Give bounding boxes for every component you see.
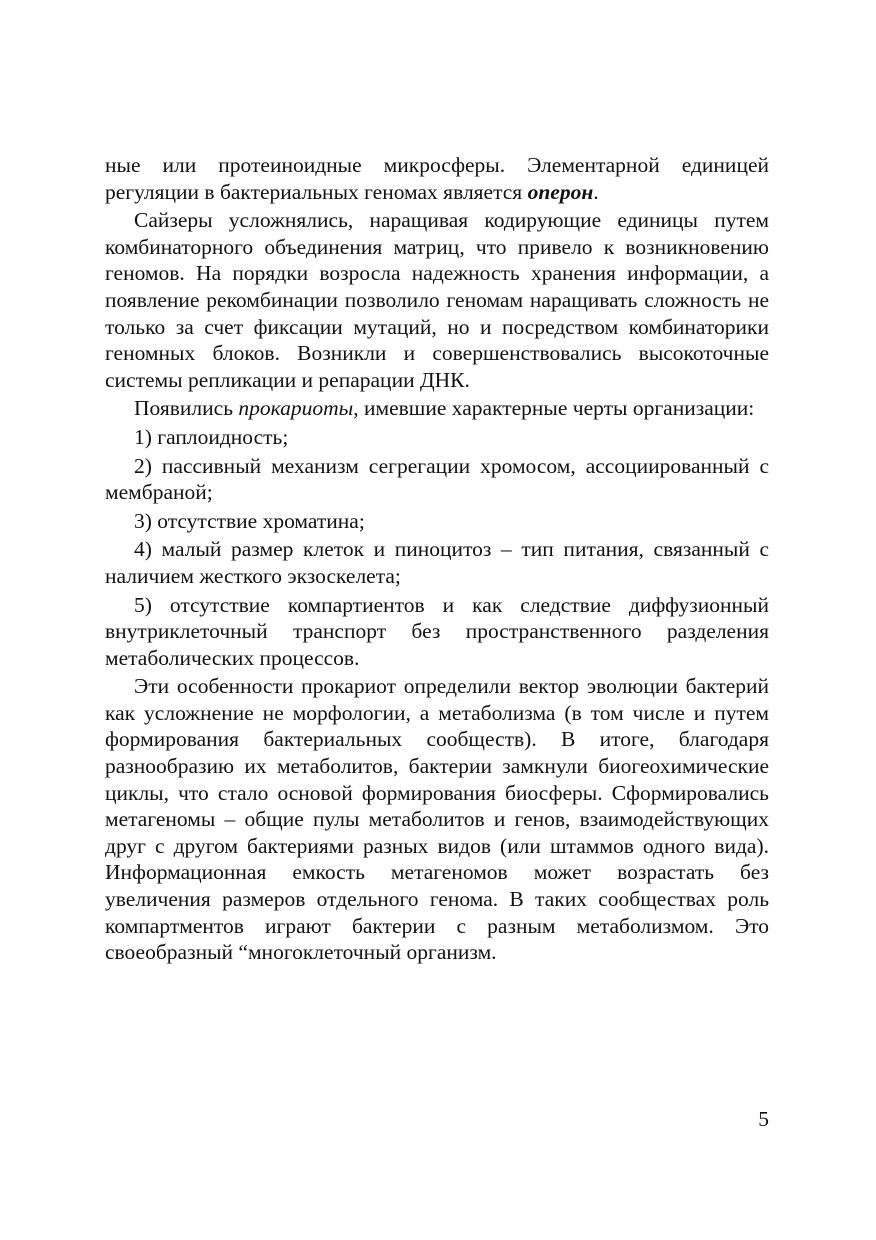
paragraph-operon-end: . — [593, 179, 599, 204]
list-item-chromatin: 3) отсутствие хроматина; — [134, 508, 365, 533]
page-number: 5 — [758, 1107, 769, 1131]
list-item-segregation: 2) пассивный механизм сегрегации хромосом, ассоциированный с мембраной; — [105, 453, 769, 505]
term-prokaryotes: прокариоты — [238, 396, 354, 421]
list-item-compartments: 5) отсутствие компартиентов и как следствие диффузионный внутриклеточный транспорт без пространственного разделения метаболических процессов. — [105, 592, 769, 670]
list-item-haploidy: 1) гаплоидность; — [134, 424, 289, 449]
paragraph-operon-text: ные или протеиноидные микросферы. Элементарной единицей регуляции в бактериальных геномах является — [105, 153, 769, 204]
term-operon: оперон — [527, 179, 594, 204]
paragraph-operon — [105, 152, 769, 205]
page-body — [105, 152, 769, 968]
paragraph-prokaryotes — [105, 395, 769, 422]
list-item-cell-size: 4) малый размер клеток и пиноцитоз – тип питания, связанный с наличием жесткого экзоскелета; — [105, 537, 769, 588]
paragraph-metagenomes: Эти особенности прокариот определили вектор эволюции бактерий как усложнение не морфологии, а метаболизма (в том числе и путем формирования бактериальных сообществ). В итоге, благодаря разнообразию их метаболитов, бактерии замкнули биогеохимические циклы, что стало основой формирования биосферы. Сформировались метагеномы – общие пулы метаболитов и генов, взаимодействующих друг с другом бактериями разных видов (или штаммов одного вида). Информационная емкость метагеномов может возрастать без увеличения размеров отдельного генома. В таких сообществах роль компартментов играют бактерии с разным метаболизмом. Это своеобразный “многоклеточный организм. — [105, 674, 769, 965]
paragraph-prokaryotes-text: Появились — [134, 396, 239, 421]
paragraph-sizers: Сайзеры усложнялись, наращивая кодирующие единицы путем комбинаторного объединения матриц, что привело к возникновению геномов. На порядки возросла надежность хранения информации, а появление рекомбинации позволило геномам наращивать сложность не только за счет фиксации мутаций, но и посредством комбинаторики геномных блоков. Возникли и совершенствовались высокоточные системы репликации и репарации ДНК. — [105, 208, 769, 392]
paragraph-prokaryotes-end: , имевшие характерные черты организации: — [353, 396, 755, 421]
